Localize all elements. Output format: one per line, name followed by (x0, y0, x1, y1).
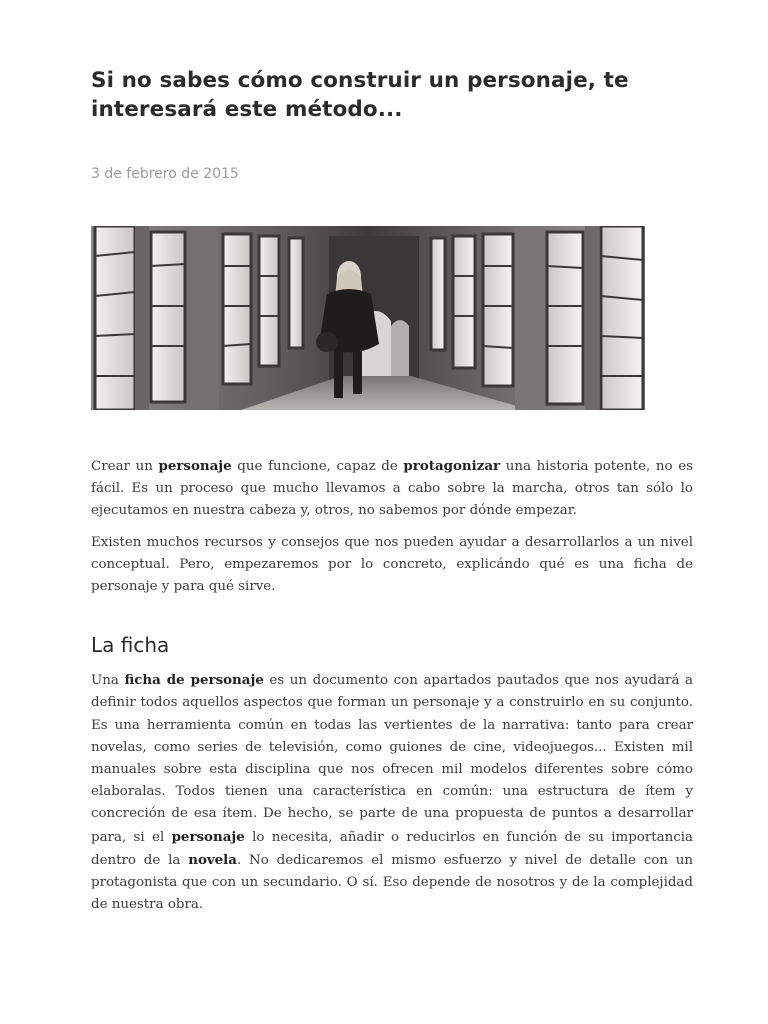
text-span: lo necesita, añadir o reducirlos en función de su importancia dentro de la (91, 829, 693, 868)
article-hero-image (91, 226, 645, 410)
bold-keyword: personaje (171, 828, 245, 845)
photo-corridor-woman-walking-icon (91, 226, 645, 410)
paragraph-resources (91, 532, 693, 599)
text-span: que funcione, capaz de (231, 459, 404, 474)
article-page (0, 66, 768, 1024)
section-heading-la-ficha: La ficha (91, 633, 170, 658)
article-body (91, 455, 693, 916)
text-span: Crear un (91, 459, 159, 474)
bold-keyword: novela (188, 851, 237, 868)
paragraph-ficha (91, 669, 693, 916)
bold-keyword: ficha de personaje (124, 672, 264, 689)
text-span: Una (91, 673, 125, 689)
article-date: 3 de febrero de 2015 (91, 166, 239, 182)
article-title: Si no sabes cómo construir un personaje, te interesará este método... (91, 68, 629, 122)
text-span: . No dedicaremos el mismo esfuerzo y nivel de detalle con un protagonista que con un secundario. O sí. Eso depende de nosotros y de la complejidad de nuestra obra. (91, 852, 693, 913)
bold-keyword: personaje (158, 458, 232, 474)
text-span: es un documento con apartados pautados que nos ayudará a definir todos aquellos aspectos que forman un personaje y a construirlo en su conjunto. Es una herramienta común en todas las vertientes de la narrativa: tanto para crear novelas, como series de televisión, como guiones de cine, videojuegos... Existen mil manuales sobre esta disciplina que nos ofrecen mil modelos diferentes sobre cómo elaboralas. Todos tienen una característica en común: una estructura de ítem y concreción de esa ítem. De hecho, se parte de una propuesta de puntos a desarrollar para, si el (91, 673, 693, 845)
text-span: una historia potente, no es fácil. Es un proceso que mucho llevamos a cabo sobre la marcha, otros tan sólo lo ejecutamos en nuestra cabeza y, otros, no sabemos por dónde empezar. (91, 459, 693, 519)
paragraph-intro (91, 455, 693, 523)
text-span: Existen muchos recursos y consejos que nos pueden ayudar a desarrollarlos a un nivel conceptual. Pero, empezaremos por lo concreto, explicándo qué es una ficha de personaje y para qué sirve. (91, 534, 693, 595)
bold-keyword: protagonizar (403, 458, 501, 474)
